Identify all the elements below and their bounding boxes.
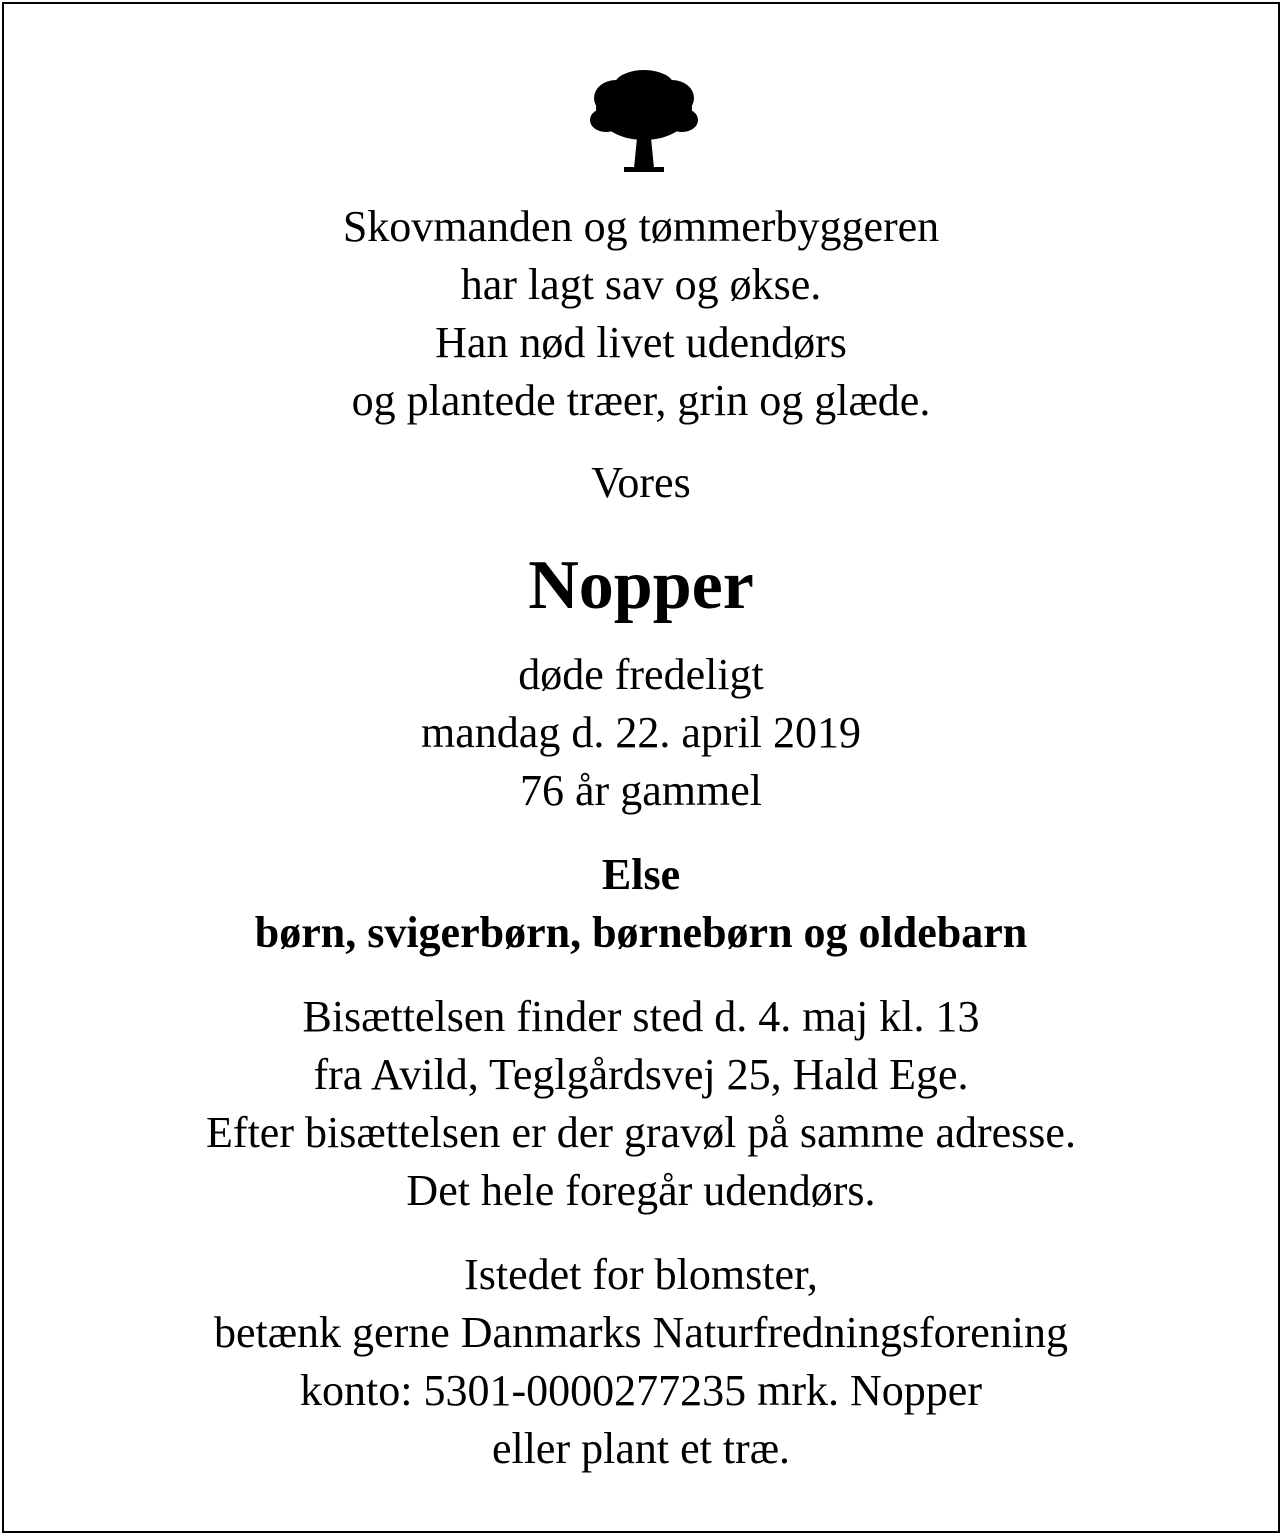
donation-line-4: eller plant et træ. — [491, 1424, 791, 1473]
tree-icon — [588, 68, 700, 174]
family-line-1: Else — [601, 850, 681, 899]
ceremony-line-3: Efter bisættelsen er der gravøl på samme adresse. — [206, 1108, 1076, 1157]
death-line-1: døde fredeligt — [518, 650, 764, 699]
ceremony-line-4: Det hele foregår udendørs. — [406, 1166, 876, 1215]
ceremony-line-2: fra Avild, Teglgårdsvej 25, Hald Ege. — [313, 1050, 969, 1099]
obituary-content — [4, 4, 1278, 1531]
death-line-3: 76 år gammel — [520, 766, 762, 815]
ceremony-line-1: Bisættelsen finder sted d. 4. maj kl. 13 — [302, 992, 980, 1041]
donation-line-2: betænk gerne Danmarks Naturfredningsforening — [213, 1308, 1069, 1357]
poem-line-1: Skovmanden og tømmerbyggeren — [342, 202, 940, 251]
family-line-2: børn, svigerbørn, børnebørn og oldebarn — [254, 908, 1028, 957]
poem-line-3: Han nød livet udendørs — [435, 318, 847, 367]
donation-line-3: konto: 5301-0000277235 mrk. Nopper — [300, 1366, 982, 1415]
obituary-frame — [2, 2, 1280, 1533]
donation-line-1: Istedet for blomster, — [464, 1250, 818, 1299]
death-line-2: mandag d. 22. april 2019 — [421, 708, 861, 757]
intro-text: Vores — [591, 458, 691, 507]
poem-line-2: har lagt sav og økse. — [460, 260, 822, 309]
poem-line-4: og plantede træer, grin og glæde. — [351, 376, 931, 425]
deceased-name: Nopper — [528, 547, 754, 624]
